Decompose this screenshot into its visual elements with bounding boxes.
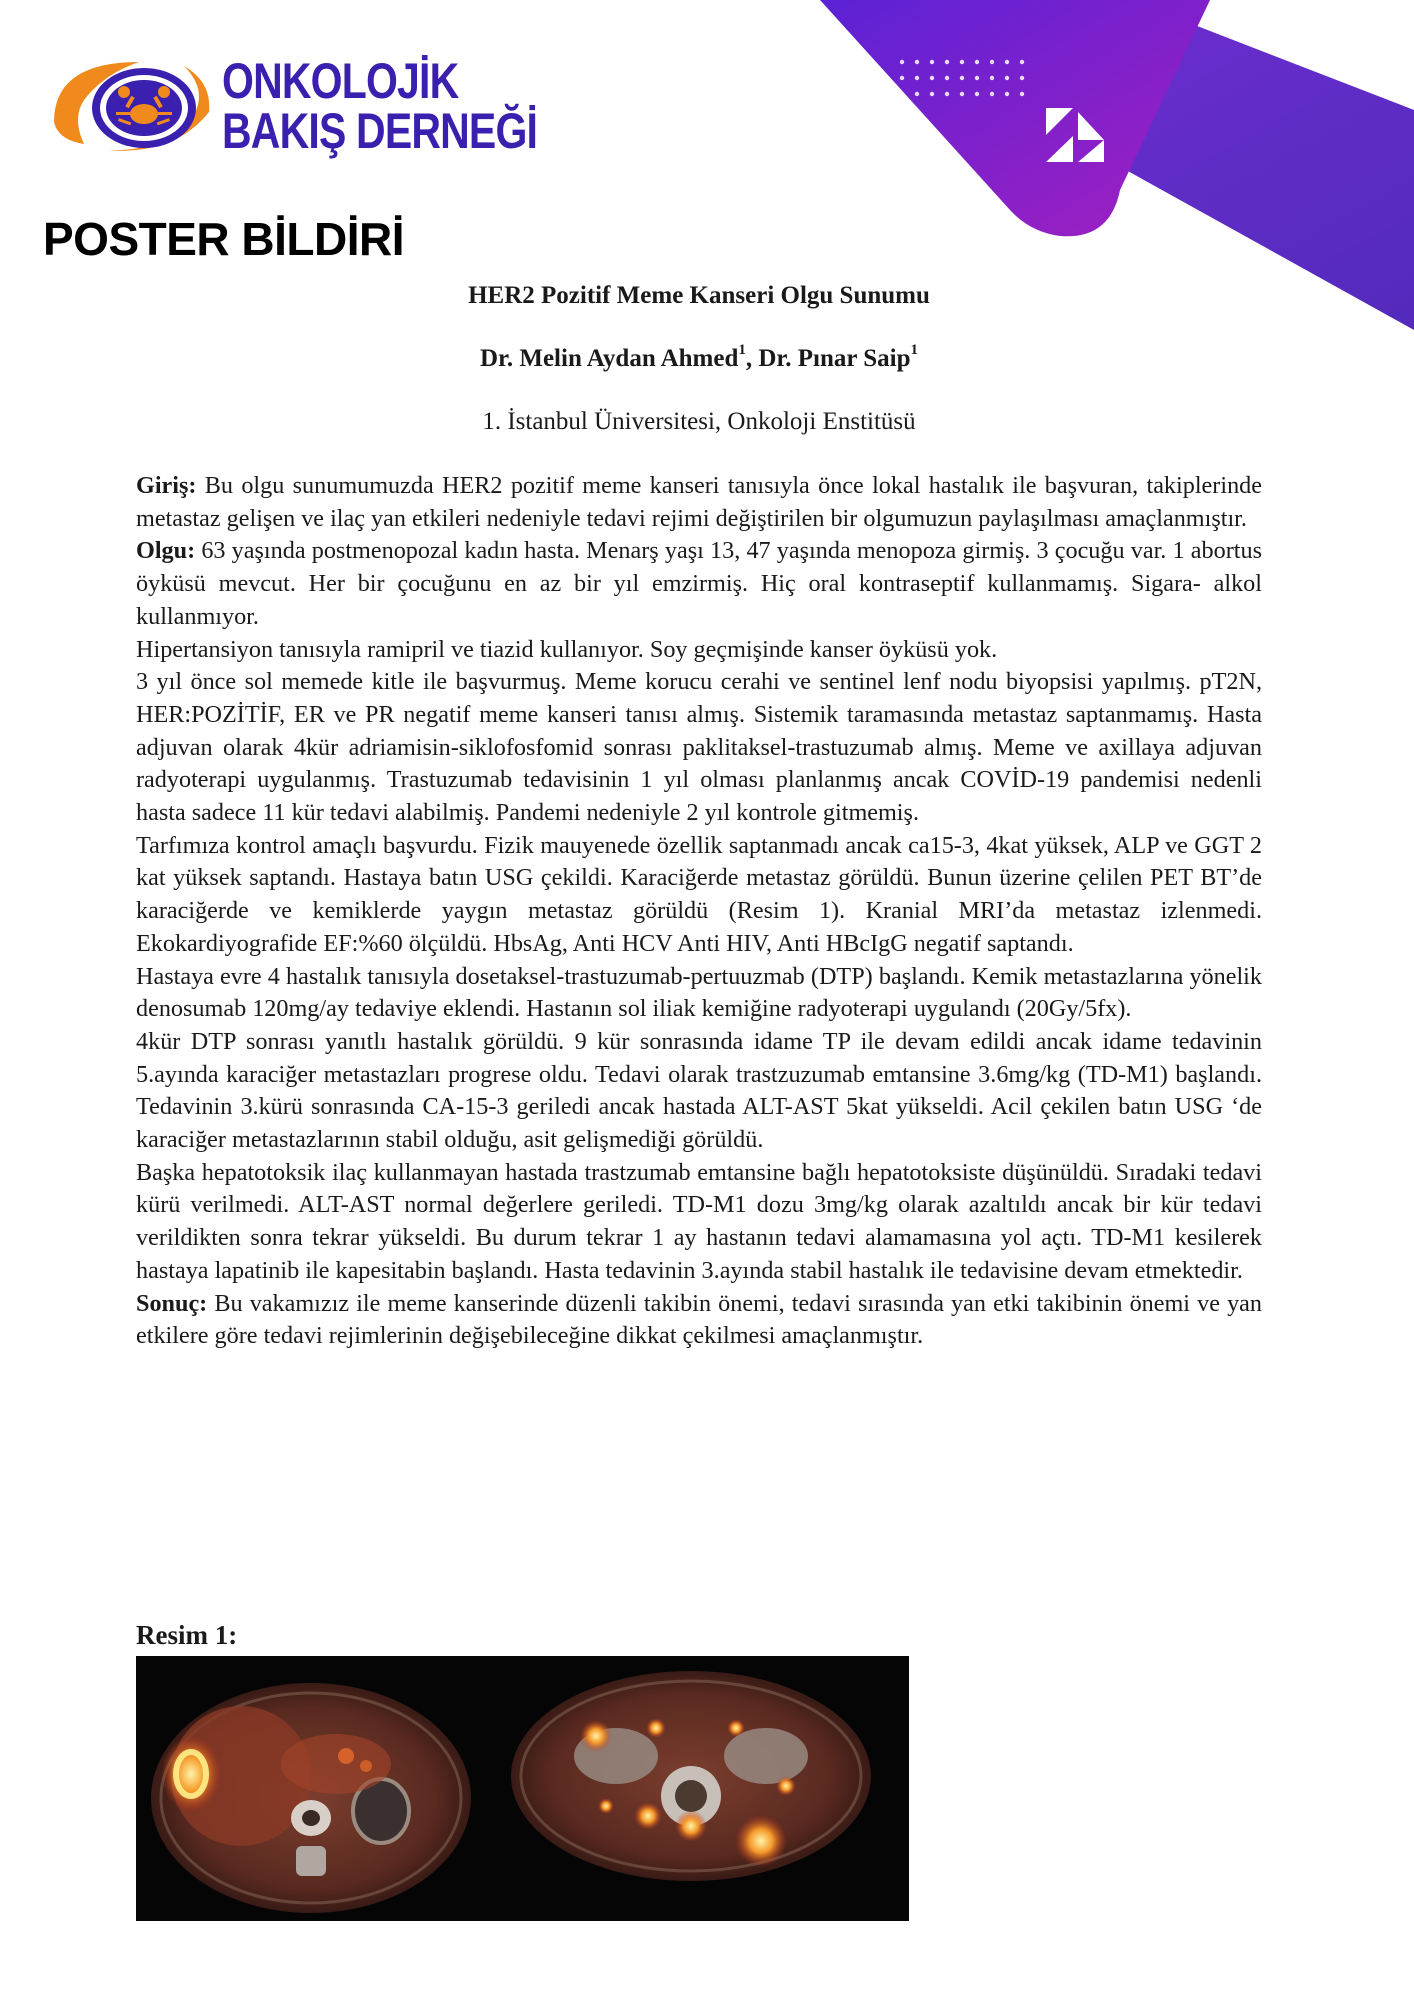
paragraph-text: Bu vakamızız ile meme kanserinde düzenli takibin önemi, tedavi sırasında yan etki takibinin önemi ve yan etkilere göre tedavi rejimlerinin değişebileceğine dikkat çekilmesi amaçlanmıştır. bbox=[136, 1289, 1262, 1350]
affiliation: 1. İstanbul Üniversitesi, Onkoloji Enstitüsü bbox=[482, 408, 916, 435]
paragraph bbox=[136, 470, 1262, 535]
paragraph-text: 3 yıl önce sol memede kitle ile başvurmuş. Meme korucu cerahi ve sentinel lenf nodu biyopsisi yapılmış. pT2N, HER:POZİTİF, ER ve PR negatif meme kanseri tanısı almış. Sistemik taramasında metastaz saptanmamış. Hasta adjuvan olarak 4kür adriamisin-siklofosfomid sonrası paklitaksel-trastuzumab almış. Meme ve axillaya adjuvan radyoterapi uygulanmış. Trastuzumab tedavisinin 1 yıl olması planlanmış ancak COVİD-19 pandemisi nedenli hasta sadece 11 kür tedavi alabilmiş. Pandemi nedeniyle 2 yıl kontrole gitmemiş. bbox=[136, 668, 1262, 827]
paragraph bbox=[136, 1026, 1262, 1157]
section-label: Giriş: bbox=[136, 472, 197, 499]
paragraph-text: Hastaya evre 4 hastalık tanısıyla dosetaksel-trastuzumab-pertuuzmab (DTP) başlandı. Kemik metastazlarına yönelik denosumab 120mg/ay tedaviye eklendi. Hastanın sol iliak kemiğine radyoterapi uygulandı (20Gy/5fx). bbox=[136, 962, 1262, 1023]
paragraph bbox=[136, 634, 1262, 667]
poster-label: POSTER BİLDİRİ bbox=[43, 213, 405, 265]
paragraph-text: Bu olgu sunumumuzda HER2 pozitif meme kanseri tanısıyla önce lokal hastalık ile başvuran, takiplerinde metastaz gelişen ve ilaç yan etkileri nedeniyle tedavi rejimi değiştirilen bir olgumuzun paylaşılması amaçlanmıştır. bbox=[136, 472, 1262, 532]
pet-ct-scans-image bbox=[136, 1656, 909, 1921]
organization-logo bbox=[44, 52, 538, 162]
author-affiliation-marker: 1 bbox=[738, 342, 746, 358]
pet-ct-figure bbox=[136, 1656, 909, 1921]
paragraph-text: 4kür DTP sonrası yanıtlı hastalık görüldü. 9 kür sonrasında idame TP ile devam edildi ancak idame tedavinin 5.ayında karaciğer metastazları progrese oldu. Tedavi olarak trastzuzumab emtansine 3.6mg/kg (TD-M1) başlandı. Tedavinin 3.kürü sonrasında CA-15-3 geriledi ancak hastada ALT-AST 5kat yükseldi. Acil çekilen batın USG ‘de karaciğer metastazlarının stabil olduğu, asit gelişmediği görüldü. bbox=[136, 1027, 1262, 1154]
figure-label: Resim 1: bbox=[136, 1620, 238, 1650]
author-list bbox=[136, 342, 1262, 373]
logo-text-line1: ONKOLOJİK bbox=[222, 53, 459, 109]
paragraph bbox=[136, 830, 1262, 961]
paragraph-text: Başka hepatotoksik ilaç kullanmayan hastada trastzumab emtansine bağlı hepatotoksiste düşünüldü. Sıradaki tedavi kürü verilmedi. ALT-AST normal değerlere geriledi. TD-M1 dozu 3mg/kg olarak azaltıldı ancak bir kür tedavi verildikten sonra tekrar yükseldi. Bu durum tekrar 1 ay hastanın tedavi alamamasına yol açtı. TD-M1 kesilerek hastaya lapatinib ile kapesitabin başlandı. Hasta tedavinin 3.ayında stabil hastalık ile tedavisine devam etmektedir. bbox=[136, 1158, 1262, 1284]
paper-title: HER2 Pozitif Meme Kanseri Olgu Sunumu bbox=[468, 282, 930, 309]
author-name: Dr. Melin Aydan Ahmed bbox=[480, 345, 739, 372]
paragraph bbox=[136, 666, 1262, 830]
paragraph bbox=[136, 1157, 1262, 1288]
paragraph-text: Tarfımıza kontrol amaçlı başvurdu. Fizik mauyenede özellik saptanmadı ancak ca15-3, 4kat yüksek, ALP ve GGT 2 kat yüksek saptandı. Hastaya batın USG çekildi. Karaciğerde metastaz görüldü. Bunun üzerine çelilen PET BT’de karaciğerde ve kemiklerde yaygın metastaz görüldü (Resim 1). Kranial MRI’da metastaz izlenmedi. Ekokardiyografide EF:%60 ölçüldü. HbsAg, Anti HCV Anti HIV, Anti HBcIgG negatif saptandı. bbox=[136, 831, 1262, 957]
paragraph bbox=[136, 1288, 1262, 1353]
paragraph bbox=[136, 961, 1262, 1026]
author-affiliation-marker: 1 bbox=[910, 342, 918, 358]
crab-emblem-icon bbox=[44, 52, 224, 162]
author-separator: , bbox=[745, 345, 759, 372]
author-name: Dr. Pınar Saip bbox=[758, 345, 911, 372]
paragraph-text: Hipertansiyon tanısıyla ramipril ve tiazid kullanıyor. Soy geçmişinde kanser öyküsü yok. bbox=[136, 635, 998, 663]
paragraph-text: 63 yaşında postmenopozal kadın hasta. Menarş yaşı 13, 47 yaşında menopoza girmiş. 3 çocuğu var. 1 abortus öyküsü mevcut. Her bir çocuğunu en az bir yıl emzirmiş. Hiç oral kontraseptif kullanmamış. Sigara- alkol kullanmıyor. bbox=[136, 537, 1262, 630]
paper-body bbox=[136, 470, 1262, 1353]
section-label: Olgu: bbox=[136, 537, 196, 565]
section-label: Sonuç: bbox=[136, 1289, 208, 1317]
paragraph bbox=[136, 535, 1262, 633]
logo-text-line2: BAKIŞ DERNEĞİ bbox=[222, 103, 538, 159]
